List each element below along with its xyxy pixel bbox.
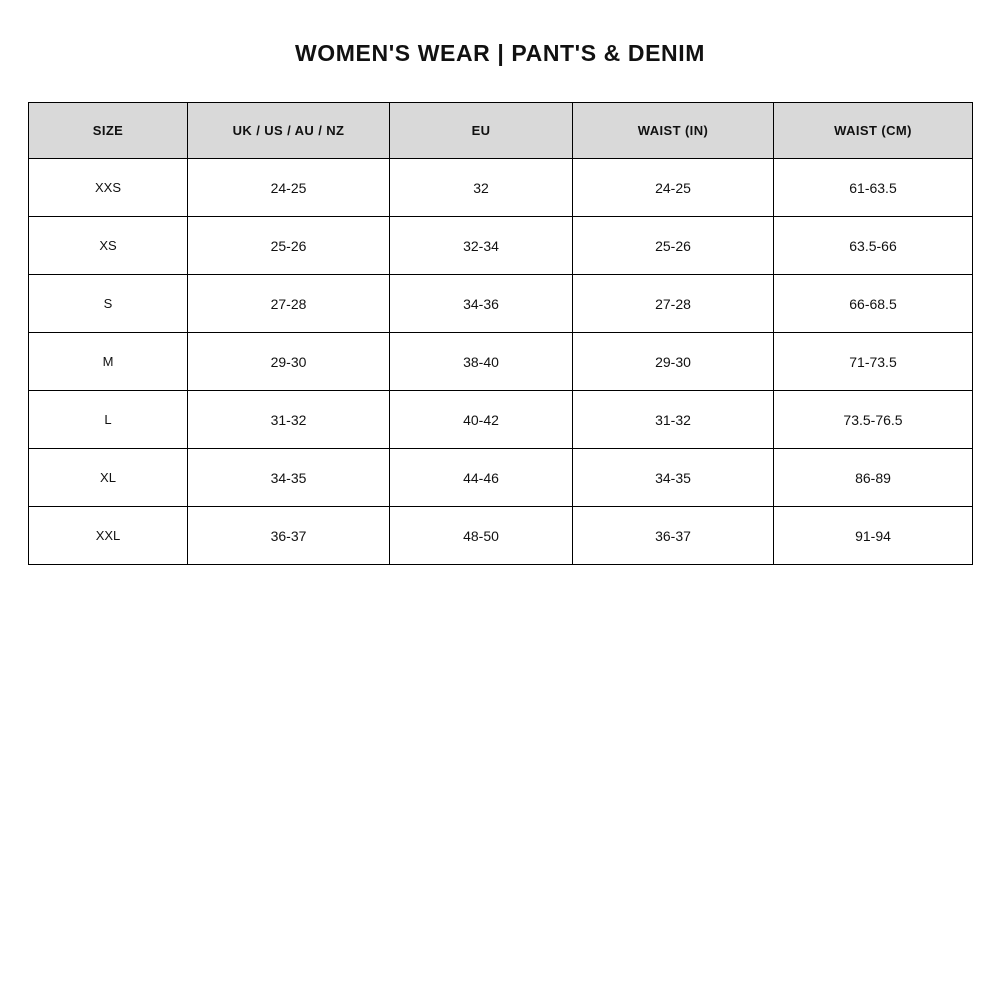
cell-waist-in: 24-25 xyxy=(573,159,774,217)
column-header-waist-cm: WAIST (CM) xyxy=(774,103,973,159)
cell-size: XL xyxy=(29,449,188,507)
table-row xyxy=(29,391,973,449)
cell-waist-cm: 86-89 xyxy=(774,449,973,507)
cell-uk-us-au-nz: 24-25 xyxy=(188,159,390,217)
cell-size: XXL xyxy=(29,507,188,565)
cell-uk-us-au-nz: 25-26 xyxy=(188,217,390,275)
size-chart-table xyxy=(28,102,973,565)
cell-uk-us-au-nz: 29-30 xyxy=(188,333,390,391)
cell-waist-in: 34-35 xyxy=(573,449,774,507)
column-header-eu: EU xyxy=(390,103,573,159)
cell-size: XXS xyxy=(29,159,188,217)
cell-waist-cm: 66-68.5 xyxy=(774,275,973,333)
table-header xyxy=(29,103,973,159)
cell-waist-in: 25-26 xyxy=(573,217,774,275)
cell-size: S xyxy=(29,275,188,333)
cell-eu: 32-34 xyxy=(390,217,573,275)
page-title: WOMEN'S WEAR | PANT'S & DENIM xyxy=(294,40,705,66)
cell-waist-cm: 73.5-76.5 xyxy=(774,391,973,449)
cell-eu: 34-36 xyxy=(390,275,573,333)
cell-uk-us-au-nz: 36-37 xyxy=(188,507,390,565)
column-header-size: SIZE xyxy=(29,103,188,159)
cell-eu: 44-46 xyxy=(390,449,573,507)
cell-waist-cm: 71-73.5 xyxy=(774,333,973,391)
cell-eu: 40-42 xyxy=(390,391,573,449)
cell-eu: 38-40 xyxy=(390,333,573,391)
cell-waist-in: 27-28 xyxy=(573,275,774,333)
cell-eu: 32 xyxy=(390,159,573,217)
table-row xyxy=(29,275,973,333)
cell-uk-us-au-nz: 27-28 xyxy=(188,275,390,333)
table-row xyxy=(29,507,973,565)
cell-uk-us-au-nz: 31-32 xyxy=(188,391,390,449)
table-row xyxy=(29,217,973,275)
cell-uk-us-au-nz: 34-35 xyxy=(188,449,390,507)
table-header-row xyxy=(29,103,973,159)
cell-waist-cm: 91-94 xyxy=(774,507,973,565)
cell-eu: 48-50 xyxy=(390,507,573,565)
cell-waist-cm: 63.5-66 xyxy=(774,217,973,275)
table-row xyxy=(29,449,973,507)
column-header-waist-in: WAIST (IN) xyxy=(573,103,774,159)
cell-size: XS xyxy=(29,217,188,275)
cell-size: L xyxy=(29,391,188,449)
cell-size: M xyxy=(29,333,188,391)
table-body xyxy=(29,159,973,565)
cell-waist-in: 31-32 xyxy=(573,391,774,449)
column-header-uk-us-au-nz: UK / US / AU / NZ xyxy=(188,103,390,159)
table-row xyxy=(29,333,973,391)
cell-waist-in: 36-37 xyxy=(573,507,774,565)
table-row xyxy=(29,159,973,217)
size-chart-table-container xyxy=(28,102,972,565)
cell-waist-in: 29-30 xyxy=(573,333,774,391)
cell-waist-cm: 61-63.5 xyxy=(774,159,973,217)
